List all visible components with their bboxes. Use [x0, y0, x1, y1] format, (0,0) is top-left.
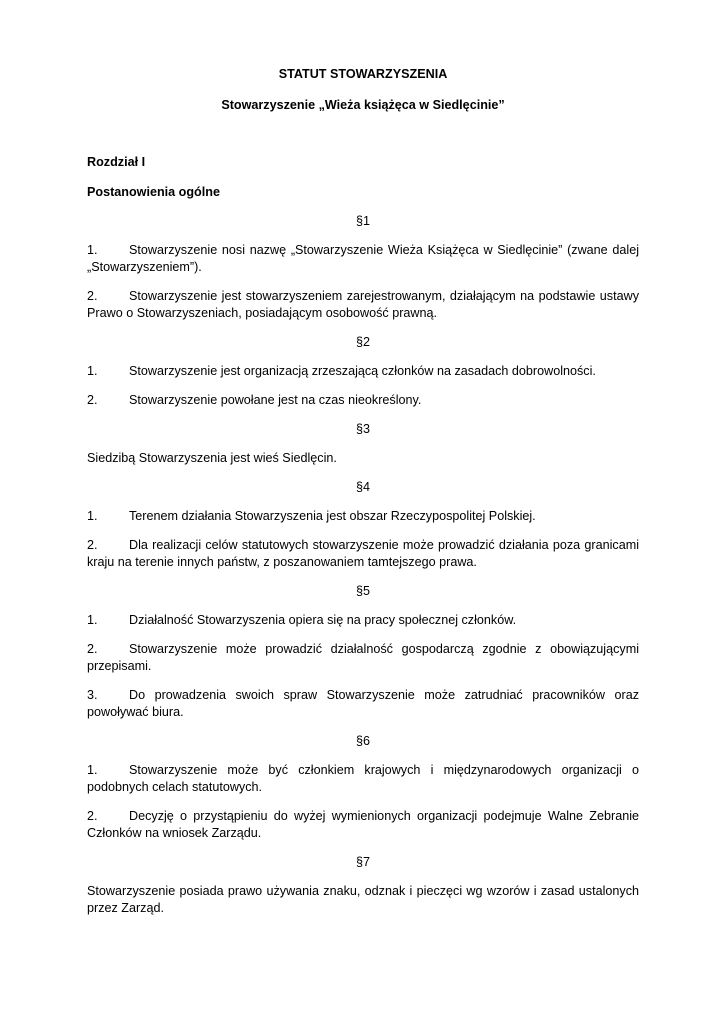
paragraph-text: Stowarzyszenie nosi nazwę „Stowarzyszenie Wieża Książęca w Siedlęcinie” (zwane dalej „Stowarzyszeniem”). [87, 243, 639, 274]
paragraph-text: Stowarzyszenie powołane jest na czas nieokreślony. [129, 393, 422, 407]
paragraph-text: Stowarzyszenie jest stowarzyszeniem zarejestrowanym, działającym na podstawie ustawy Prawo o Stowarzyszeniach, posiadającym osobowość prawną. [87, 289, 639, 320]
document-title: STATUT STOWARZYSZENIA [278, 67, 448, 81]
paragraph [87, 808, 639, 842]
section-label: §3 [355, 422, 370, 436]
document-page [87, 60, 639, 917]
paragraph-number: 2. [87, 393, 98, 407]
paragraph-text: Działalność Stowarzyszenia opiera się na pracy społecznej członków. [129, 613, 517, 627]
section-label: §7 [355, 855, 370, 869]
section-label: §6 [355, 734, 370, 748]
section-label: §4 [355, 480, 370, 494]
paragraph-number: 2. [87, 809, 98, 823]
paragraph-text: Stowarzyszenie posiada prawo używania znaku, odznak i pieczęci wg wzorów i zasad ustalonych przez Zarząd. [87, 884, 639, 915]
paragraph-text: Siedzibą Stowarzyszenia jest wieś Siedlęcin. [87, 451, 337, 465]
document-subtitle: Stowarzyszenie „Wieża książęca w Siedlęcinie” [221, 98, 505, 112]
paragraph [87, 363, 639, 380]
paragraph-number: 1. [87, 243, 98, 257]
paragraph [87, 612, 639, 629]
paragraph-text: Decyzję o przystąpieniu do wyżej wymienionych organizacji podejmuje Walne Zebranie Członków na wniosek Zarządu. [87, 809, 639, 840]
paragraph [87, 641, 639, 675]
paragraph-number: 1. [87, 364, 98, 378]
section-label: §1 [355, 214, 370, 228]
paragraph [87, 762, 639, 796]
paragraph-text: Stowarzyszenie może być członkiem krajowych i międzynarodowych organizacji o podobnych celach statutowych. [87, 763, 639, 794]
chapter-title: Postanowienia ogólne [87, 185, 220, 199]
paragraph-number: 3. [87, 688, 98, 702]
paragraph-number: 1. [87, 509, 98, 523]
paragraph-number: 2. [87, 642, 98, 656]
paragraph [87, 288, 639, 322]
paragraph-number: 2. [87, 538, 98, 552]
paragraph-number: 1. [87, 763, 98, 777]
paragraph-text: Dla realizacji celów statutowych stowarzyszenie może prowadzić działania poza granicami kraju na terenie innych państw, z poszanowaniem tamtejszego prawa. [87, 538, 639, 569]
section-label: §5 [355, 584, 370, 598]
paragraph-text: Terenem działania Stowarzyszenia jest obszar Rzeczypospolitej Polskiej. [129, 509, 536, 523]
paragraph-text: Stowarzyszenie jest organizacją zrzeszającą członków na zasadach dobrowolności. [129, 364, 596, 378]
paragraph-number: 2. [87, 289, 98, 303]
paragraph [87, 508, 639, 525]
paragraph [87, 242, 639, 276]
paragraph [87, 392, 639, 409]
paragraph [87, 687, 639, 721]
paragraph-text: Stowarzyszenie może prowadzić działalność gospodarczą zgodnie z obowiązującymi przepisami. [87, 642, 639, 673]
chapter-label: Rozdział I [87, 155, 146, 169]
paragraph-text: Do prowadzenia swoich spraw Stowarzyszenie może zatrudniać pracowników oraz powoływać biura. [87, 688, 639, 719]
paragraph-number: 1. [87, 613, 98, 627]
paragraph [87, 537, 639, 571]
section-label: §2 [355, 335, 370, 349]
